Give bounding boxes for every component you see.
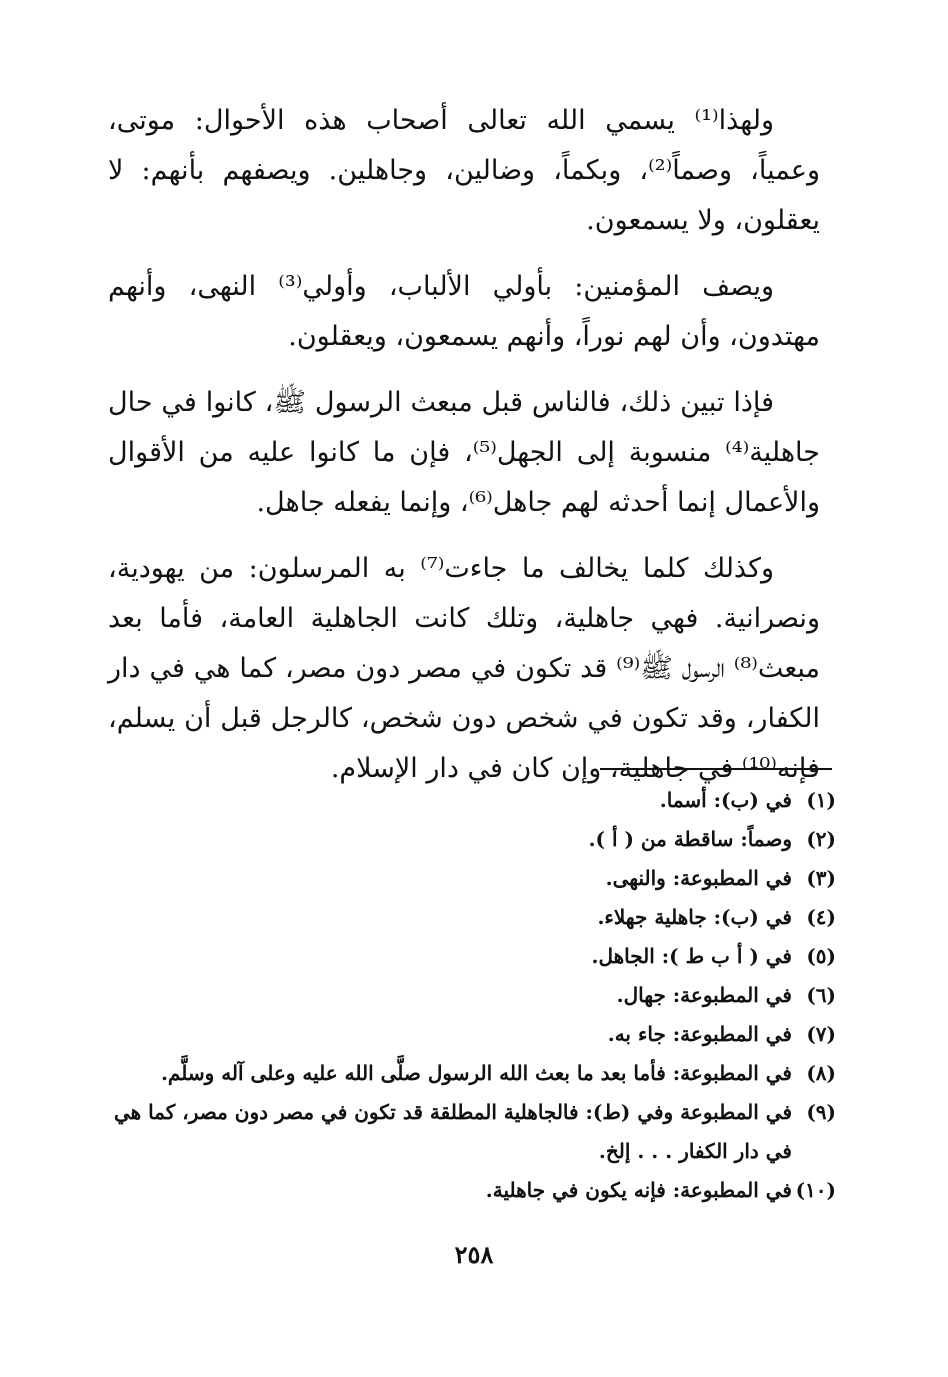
paragraph-2: ويصف المؤمنين: بأولي الألباب، وأولي⁽³⁾ النهى، وأنهم مهتدون، وأن لهم نوراً، وأنهم يسمعون، ويعقلون. [108,271,820,352]
footnote [112,1171,836,1210]
footnote-number: (٧) [806,1022,836,1046]
footnote-text: في ( أ ب ط ): الجاهل. [591,944,792,968]
paragraph-4: وكذلك كلما يخالف ما جاءت⁽⁷⁾ به المرسلون: من يهودية، ونصرانية. فهي جاهلية، وتلك كانت الجاهلية العامة، فأما بعد مبعث⁽⁸⁾ الرسول ﷺ⁽⁹⁾ قد تكون في مصر دون مصر، كما هي في دار الكفار، وقد تكون في شخص دون شخص، كالرجل قبل أن يسلم، فإنه⁽¹⁰⁾ في جاهلية، وإن كان في دار الإسلام. [108,553,820,784]
footnote-text: في المطبوعة: جهال. [616,983,792,1007]
paragraph-3: فإذا تبين ذلك، فالناس قبل مبعث الرسول ﷺ، كانوا في حال جاهلية⁽⁴⁾ منسوبة إلى الجهل⁽⁵⁾، فإن ما كانوا عليه من الأقوال والأعمال إنما أحدثه لهم جاهل⁽⁶⁾، وإنما يفعله جاهل. [108,387,820,518]
footnote-text: في (ب): جاهلية جهلاء. [597,905,792,929]
page-number: ٢٥٨ [454,1240,494,1269]
main-text [108,96,820,810]
footnote-text: في المطبوعة: فأما بعد ما بعث الله الرسول صلَّى الله عليه وعلى آله وسلَّم. [160,1061,792,1085]
footnote-number: (٩) [806,1100,836,1124]
footnote-number: (٥) [806,944,836,968]
footnote [112,820,836,859]
footnote [112,898,836,937]
paragraph-1: ولهذا⁽¹⁾ يسمي الله تعالى أصحاب هذه الأحوال: موتى، وعمياً، وصماً⁽²⁾، وبكماً، وضالين، وجاهلين. ويصفهم بأنهم: لا يعقلون، ولا يسمعون. [108,105,820,236]
footnote-text: في المطبوعة: والنهى. [605,866,792,890]
footnote [112,976,836,1015]
footnote [112,1093,836,1171]
footnote [112,1015,836,1054]
footnote-number: (١٠) [795,1178,836,1202]
footnote [112,859,836,898]
footnote [112,937,836,976]
footnote-text: في المطبوعة وفي (ط): فالجاهلية المطلقة قد تكون في مصر دون مصر، كما هي في دار الكفار . . . إلخ. [113,1100,792,1163]
footnote-number: (١) [806,788,836,812]
footnote-text: وصماً: ساقطة من ( أ ). [588,827,792,851]
footnote-number: (٢) [806,827,836,851]
footnote-number: (٨) [806,1061,836,1085]
footnotes [112,781,836,1210]
footnote-text: في (ب): أسما. [659,788,792,812]
footnote-text: في المطبوعة: جاء به. [607,1022,792,1046]
footnote [112,1054,836,1093]
footnote-text: في المطبوعة: فإنه يكون في جاهلية. [485,1178,792,1202]
footnote-number: (٤) [806,905,836,929]
footnote-divider [600,768,832,770]
footnote-number: (٣) [806,866,836,890]
footnote-number: (٦) [806,983,836,1007]
footnote [112,781,836,820]
